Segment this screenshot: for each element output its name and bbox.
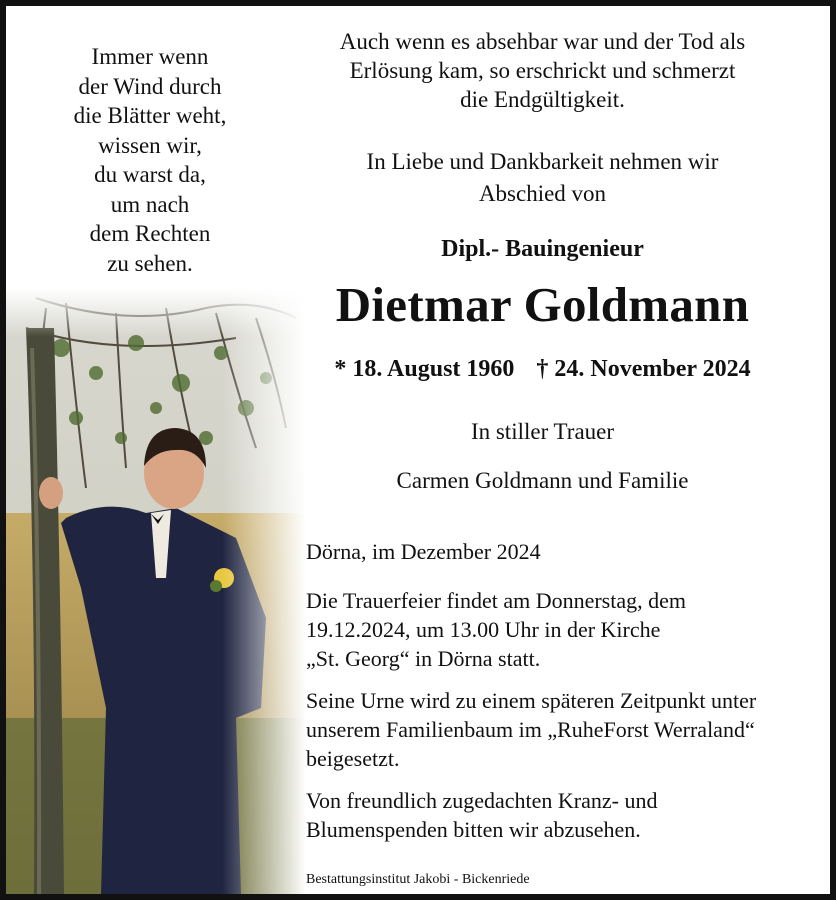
intro-text (300, 27, 785, 114)
deceased-name: Dietmar Goldmann (335, 277, 750, 332)
service-paragraph (306, 586, 686, 673)
service-line: Die Trauerfeier findet am Donnerstag, dem (306, 588, 686, 613)
poem-line: dem Rechten (89, 221, 211, 246)
place-date: Dörna, im Dezember 2024 (306, 539, 541, 564)
mourning-label: In stiller Trauer (470, 419, 615, 444)
mourning-family: Carmen Goldmann und Familie (396, 468, 689, 493)
urn-line: unserem Familienbaum im „RuheForst Werraland“ (306, 717, 755, 742)
intro-line: Auch wenn es absehbar war und der Tod als (339, 29, 746, 54)
poem-line: der Wind durch (78, 73, 222, 99)
portrait-photo (6, 288, 306, 894)
intro-line: Erlösung kam, so erschrickt und schmerzt (349, 58, 736, 83)
farewell-line: Abschied von (478, 181, 607, 206)
deceased-title: Dipl.- Bauingenieur (441, 236, 644, 262)
poem-line: du warst da, (94, 162, 206, 187)
farewell-line: In Liebe und Dankbarkeit nehmen wir (366, 149, 719, 174)
poem-line: zu sehen. (107, 250, 193, 276)
life-dates (300, 356, 785, 383)
farewell-text (300, 146, 785, 210)
poem (20, 42, 280, 278)
birth-date: * 18. August 1960 (334, 356, 515, 382)
poem-line: um nach (110, 191, 190, 217)
service-line: 19.12.2024, um 13.00 Uhr in der Kirche (306, 617, 661, 642)
flowers-paragraph (306, 786, 657, 844)
undertaker-credit: Bestattungsinstitut Jakobi - Bickenriede (306, 872, 530, 887)
urn-line: beigesetzt. (306, 746, 400, 771)
urn-paragraph (306, 686, 756, 773)
poem-line: Immer wenn (91, 44, 209, 69)
flowers-line: Blumenspenden bitten wir abzusehen. (306, 817, 641, 842)
death-date: † 24. November 2024 (536, 356, 751, 382)
intro-line: die Endgültigkeit. (460, 87, 625, 112)
urn-line: Seine Urne wird zu einem späteren Zeitpunkt unter (306, 688, 757, 713)
flowers-line: Von freundlich zugedachten Kranz- und (306, 788, 658, 813)
service-line: „St. Georg“ in Dörna statt. (306, 646, 541, 671)
poem-line: wissen wir, (98, 132, 202, 158)
poem-line: die Blätter weht, (73, 103, 227, 128)
